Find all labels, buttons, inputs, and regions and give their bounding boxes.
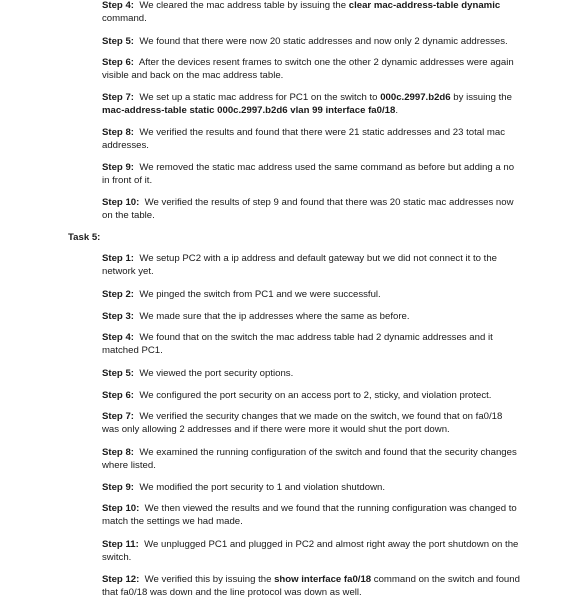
step-text: We found that on the switch the mac address table had 2 dynamic addresses and it matched PC1. (102, 332, 493, 357)
step-b-10 (102, 502, 522, 529)
step-text: We found that there were now 20 static addresses and now only 2 dynamic addresses. (139, 36, 508, 47)
step-label: Step 3: (102, 311, 134, 322)
step-b-4 (102, 331, 522, 358)
step-a-9 (102, 161, 522, 188)
task-heading: Task 5: (68, 232, 101, 243)
step-a-4 (102, 0, 522, 26)
step-label: Step 7: (102, 92, 134, 103)
step-b-7 (102, 410, 522, 437)
step-label: Step 7: (102, 411, 134, 422)
mac-address-text: 000c.2997.b2d6 (380, 92, 451, 103)
step-text: We modified the port security to 1 and violation shutdown. (139, 482, 386, 493)
step-a-7 (102, 91, 522, 118)
step-b-6 (102, 389, 522, 402)
step-label: Step 2: (102, 289, 134, 300)
step-a-6 (102, 56, 522, 83)
step-label: Step 4: (102, 332, 134, 343)
step-label: Step 6: (102, 390, 134, 401)
step-text: command. (102, 13, 147, 25)
step-text: We examined the running configuration of the switch and found that the security changes where listed. (102, 447, 517, 472)
step-label: Step 9: (102, 162, 134, 173)
step-text: After the devices resent frames to switch one the other 2 dynamic addresses were again visible and back on the mac address table. (102, 57, 514, 82)
step-text: We setup PC2 with a ip address and default gateway but we did not connect it to the network yet. (102, 253, 498, 278)
step-label: Step 4: (102, 0, 134, 11)
step-label: Step 12: (102, 574, 140, 585)
step-text: We pinged the switch from PC1 and we were successful. (139, 289, 381, 300)
step-label: Step 5: (102, 36, 134, 47)
step-a-5 (102, 35, 522, 48)
step-label: Step 10: (102, 197, 140, 208)
step-label: Step 8: (102, 447, 134, 458)
step-text: We removed the static mac address used the same command as before but adding a no in front of it. (102, 162, 515, 187)
step-a-10 (102, 196, 522, 223)
step-text: We verified the security changes that we made on the switch, we found that on fa0/18 was only allowing 2 addresses and if there were more it would shut the port down. (102, 411, 503, 436)
step-label: Step 6: (102, 57, 134, 68)
step-text: We cleared the mac address table by issuing the (139, 0, 349, 11)
step-text: We verified the results and found that there were 21 static addresses and 23 total mac addresses. (102, 127, 506, 152)
command-text: clear mac-address-table dynamic (348, 0, 501, 11)
step-text: We made sure that the ip addresses where the same as before. (139, 311, 410, 322)
step-b-1 (102, 252, 522, 279)
step-text: We verified this by issuing the (144, 574, 275, 585)
step-text: We verified the results of step 9 and found that there was 20 static mac addresses now on the table. (102, 197, 514, 222)
command-text: mac-address-table static 000c.2997.b2d6 vlan 99 interface fa0/18 (102, 105, 396, 117)
step-text: We unplugged PC1 and plugged in PC2 and almost right away the port shutdown on the switch. (102, 539, 519, 564)
step-label: Step 10: (102, 503, 140, 514)
step-label: Step 1: (102, 253, 134, 264)
step-text: We then viewed the results and we found that the running configuration was changed to match the settings we had made. (102, 503, 517, 528)
step-text: . (395, 105, 398, 117)
step-b-8 (102, 446, 522, 473)
step-b-5 (102, 367, 522, 380)
step-label: Step 11: (102, 539, 139, 550)
step-label: Step 5: (102, 368, 134, 379)
step-b-2 (102, 288, 522, 301)
step-b-9 (102, 481, 522, 494)
step-text: We viewed the port security options. (139, 368, 294, 379)
step-label: Step 9: (102, 482, 134, 493)
step-text: We set up a static mac address for PC1 on the switch to (139, 92, 381, 103)
step-b-3 (102, 310, 522, 323)
command-text: show interface fa0/18 (274, 574, 372, 585)
step-b-11 (102, 538, 522, 565)
step-a-8 (102, 126, 522, 153)
step-text: We configured the port security on an access port to 2, sticky, and violation protect. (139, 390, 492, 401)
step-b-12 (102, 573, 522, 600)
step-text: command on the switch and found that fa0/18 was down and the line protocol was down as well. (102, 574, 520, 599)
step-text: by issuing the (450, 92, 512, 103)
step-label: Step 8: (102, 127, 134, 138)
